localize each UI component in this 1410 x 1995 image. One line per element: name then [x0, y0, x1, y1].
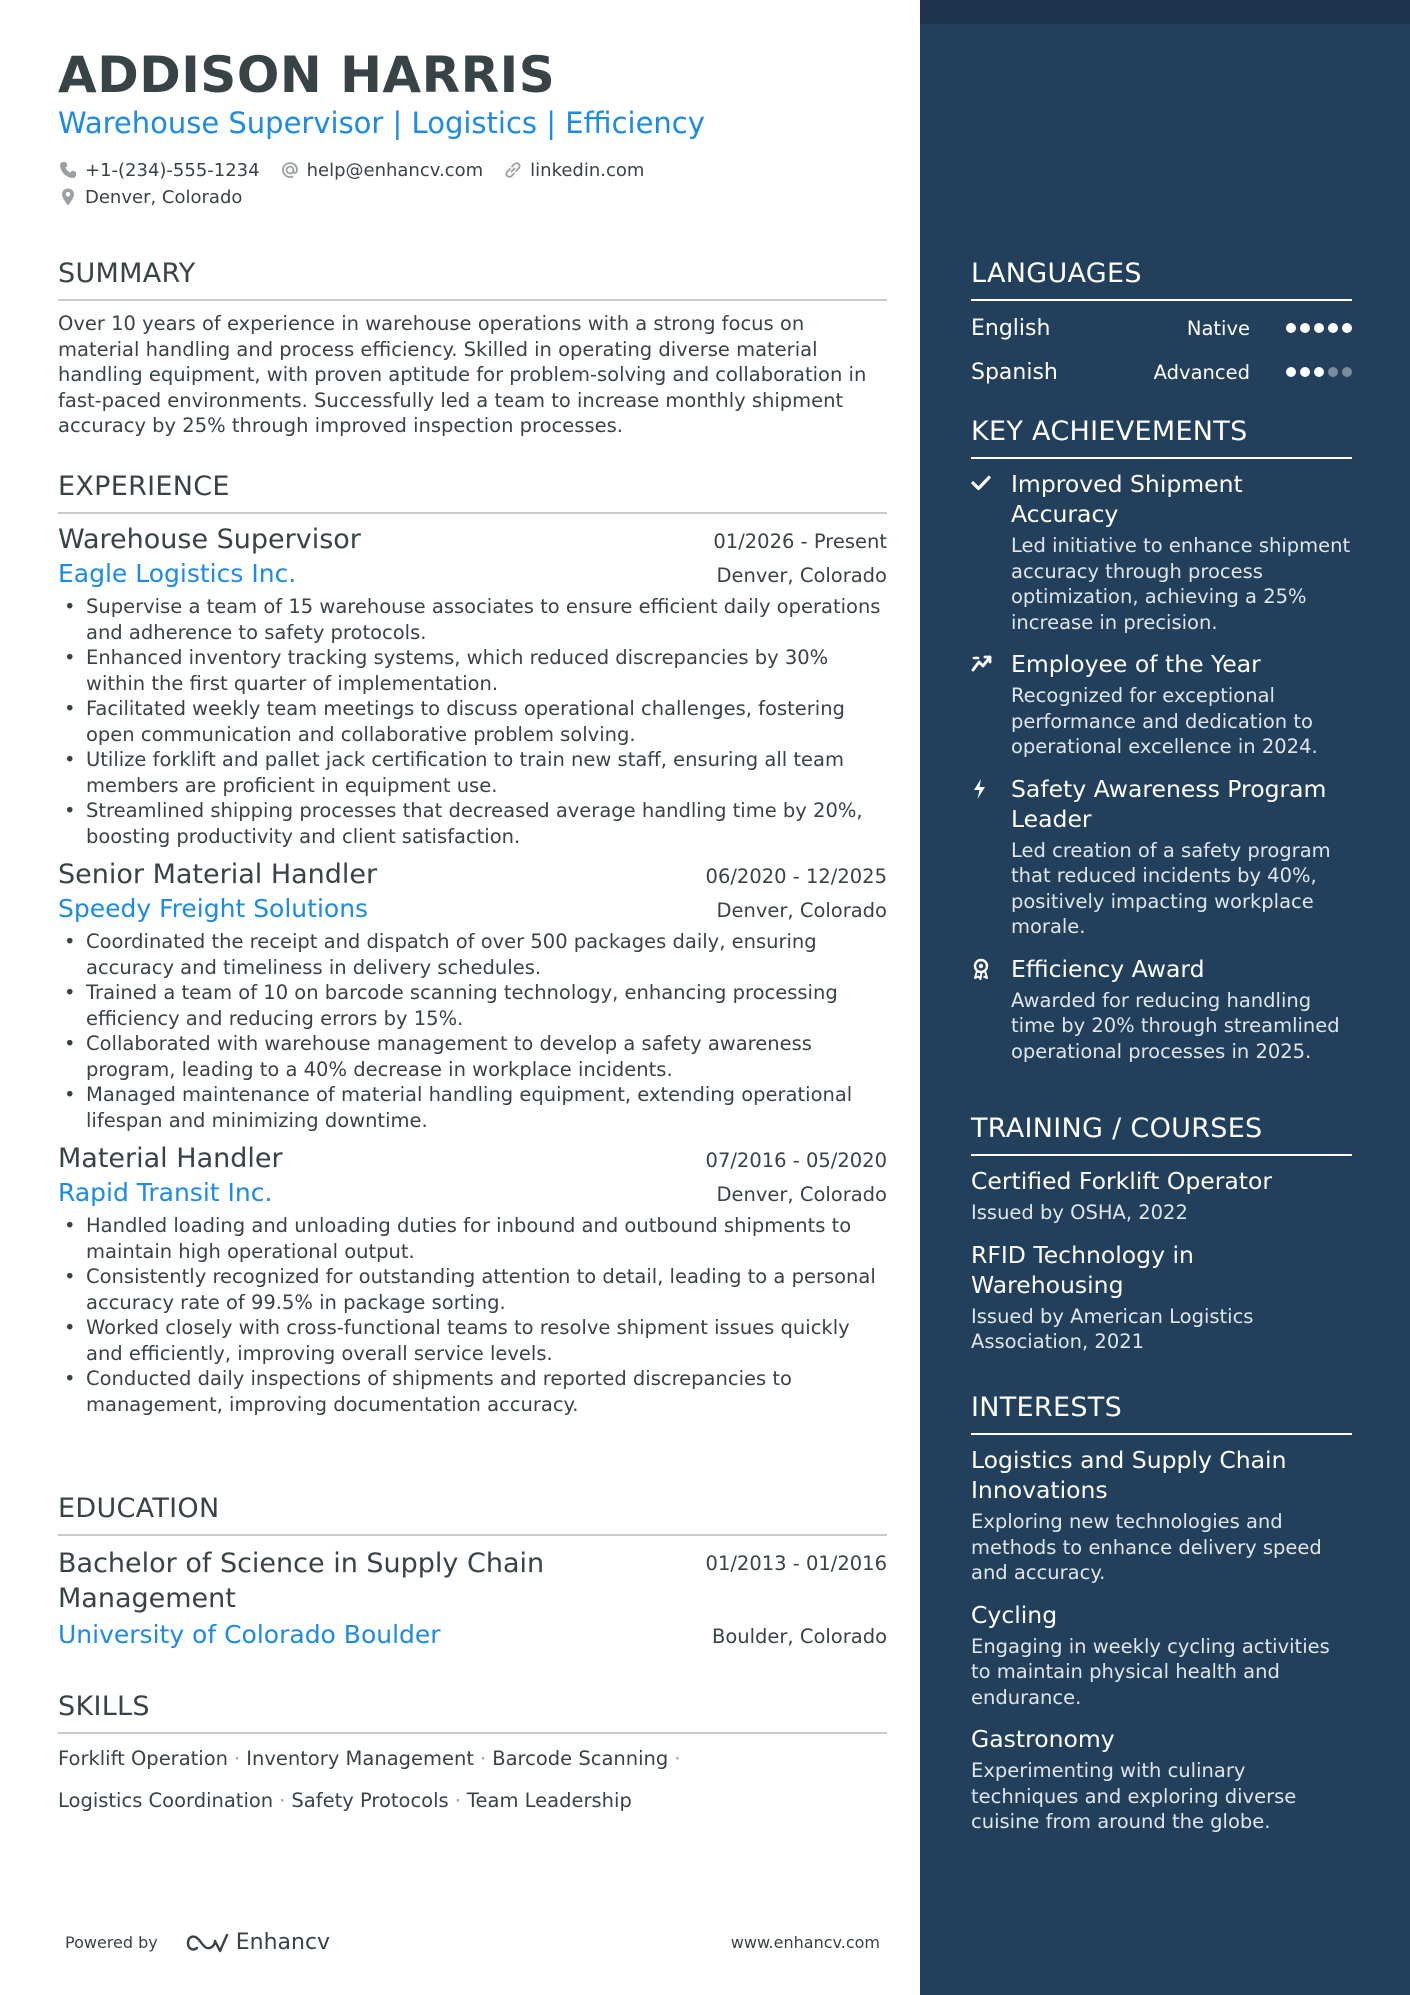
training-title: RFID Technology in Warehousing [971, 1240, 1194, 1299]
achievement-title: Efficiency Award [1011, 954, 1205, 983]
job-bullet: • Enhanced inventory tracking systems, which reduced discrepancies by 30% within the first quarter of implementation. [58, 645, 887, 696]
degree-title: Bachelor of Science in Supply Chain Management [58, 1548, 545, 1614]
location-pin-icon [58, 187, 78, 207]
location-contact [58, 187, 242, 208]
school-name: University of Colorado Boulder [58, 1620, 441, 1649]
achievement-description: Recognized for exceptional performance and dedication to operational excellence in 2024. [1011, 684, 1318, 758]
sidebar-top-bar [920, 0, 1410, 24]
job-entry [58, 1143, 887, 1417]
proficiency-dot [1286, 367, 1296, 377]
skill-separator: · [234, 1747, 241, 1770]
skill-tag: Safety Protocols [291, 1789, 449, 1812]
location-text: Denver, Colorado [85, 186, 243, 208]
job-bullet: • Managed maintenance of material handling equipment, extending operational lifespan and minimizing downtime. [58, 1082, 887, 1133]
summary-title: SUMMARY [58, 258, 887, 301]
skill-tag: Barcode Scanning [492, 1747, 669, 1770]
skill-separator: · [674, 1747, 681, 1770]
achievement-title: Improved Shipment Accuracy [1011, 470, 1243, 528]
job-entry [58, 524, 887, 849]
job-bullets [58, 929, 887, 1133]
skill-separator: · [454, 1789, 461, 1812]
education-dates: 01/2013 - 01/2016 [705, 1552, 887, 1575]
job-entry [58, 859, 887, 1133]
interests-title: INTERESTS [971, 1392, 1352, 1435]
job-title: Senior Material Handler [58, 859, 378, 890]
proficiency-dot [1328, 323, 1338, 333]
language-level: Advanced [1153, 360, 1250, 384]
achievement-item [971, 649, 1352, 760]
growth-arrow-icon [971, 653, 993, 673]
job-bullets [58, 594, 887, 849]
linkedin-text: linkedin.com [530, 159, 645, 181]
proficiency-dot [1342, 323, 1352, 333]
job-title: Material Handler [58, 1143, 283, 1174]
footer-url[interactable]: www.enhancv.com [730, 1933, 880, 1952]
enhancv-brand: Enhancv [235, 1930, 331, 1955]
language-name: Spanish [971, 359, 1058, 385]
training-title: Certified Forklift Operator [971, 1167, 1273, 1195]
achievements-title: KEY ACHIEVEMENTS [971, 416, 1352, 459]
interest-item [971, 1724, 1352, 1835]
candidate-headline: Warehouse Supervisor | Logistics | Efficiency [58, 106, 705, 140]
interest-item [971, 1445, 1352, 1586]
job-bullet: • Supervise a team of 15 warehouse associates to ensure efficient daily operations and adherence to safety protocols. [58, 594, 887, 645]
skill-separator: · [480, 1747, 487, 1770]
training-item [971, 1240, 1352, 1355]
link-icon [503, 160, 523, 180]
achievement-title: Safety Awareness Program Leader [1011, 774, 1327, 833]
interests-section [971, 1392, 1352, 1835]
education-section [58, 1493, 887, 1649]
proficiency-dots [1282, 367, 1352, 377]
job-dates: 01/2026 - Present [713, 530, 887, 553]
job-bullet: • Handled loading and unloading duties for inbound and outbound shipments to maintain high operational output. [58, 1213, 887, 1264]
skill-separator: · [279, 1789, 286, 1812]
job-bullets [58, 1213, 887, 1417]
proficiency-dot [1314, 367, 1324, 377]
education-entry [58, 1546, 887, 1649]
experience-section [58, 471, 887, 1417]
language-level: Native [1186, 316, 1250, 340]
achievement-description: Awarded for reducing handling time by 20% through streamlined operational processes in 2025. [1011, 988, 1340, 1063]
job-location: Denver, Colorado [716, 564, 887, 587]
skill-tag: Team Leadership [466, 1789, 632, 1812]
proficiency-dot-empty [1342, 367, 1352, 377]
skill-tag: Inventory Management [246, 1747, 475, 1770]
proficiency-dot [1300, 323, 1310, 333]
languages-section [971, 258, 1352, 389]
achievement-item [971, 774, 1352, 940]
candidate-name: ADDISON HARRIS [58, 46, 556, 104]
sidebar-column [920, 0, 1410, 1995]
job-bullet: • Coordinated the receipt and dispatch of over 500 packages daily, ensuring accuracy and timeliness in delivery schedules. [58, 929, 887, 980]
job-dates: 07/2016 - 05/2020 [705, 1149, 887, 1172]
interest-title: Gastronomy [971, 1725, 1115, 1753]
interest-item [971, 1600, 1352, 1711]
training-item [971, 1166, 1352, 1226]
job-bullet: • Utilize forklift and pallet jack certification to train new staff, ensuring all team members are proficient in equipment use. [58, 747, 887, 798]
phone-contact[interactable] [58, 160, 260, 181]
school-location: Boulder, Colorado [711, 1625, 887, 1648]
job-title: Warehouse Supervisor [58, 524, 361, 555]
checkmark-icon [971, 473, 991, 493]
email-text: help@enhancv.com [306, 159, 484, 181]
phone-icon [58, 160, 78, 180]
job-bullet: • Collaborated with warehouse management to develop a safety awareness program, leading to a 40% decrease in workplace incidents. [58, 1031, 887, 1082]
job-bullet: • Trained a team of 10 on barcode scanning technology, enhancing processing efficiency and reducing errors by 15%. [58, 980, 887, 1031]
proficiency-dot-empty [1328, 367, 1338, 377]
achievement-item [971, 954, 1352, 1065]
training-issuer: Issued by OSHA, 2022 [971, 1201, 1188, 1224]
skill-tag: Forklift Operation [58, 1747, 229, 1770]
proficiency-dot [1314, 323, 1324, 333]
proficiency-dot [1300, 367, 1310, 377]
achievement-description: Led creation of a safety program that reduced incidents by 40%, positively impacting workplace morale. [1011, 838, 1331, 938]
footer [65, 1930, 880, 1955]
skills-list [58, 1738, 887, 1822]
proficiency-dot [1286, 323, 1296, 333]
job-company: Eagle Logistics Inc. [58, 559, 297, 588]
skills-title: SKILLS [58, 1691, 887, 1734]
powered-by-label: Powered by [65, 1933, 158, 1952]
interest-title: Cycling [971, 1600, 1058, 1629]
phone-text: +1-(234)-555-1234 [85, 159, 260, 181]
job-location: Denver, Colorado [716, 899, 887, 922]
job-bullet: • Conducted daily inspections of shipments and reported discrepancies to management, improving documentation accuracy. [58, 1366, 887, 1417]
interest-description: Exploring new technologies and methods to enhance delivery speed and accuracy. [971, 1510, 1322, 1584]
language-name: English [971, 315, 1051, 341]
education-title: EDUCATION [58, 1493, 887, 1536]
job-bullet: • Worked closely with cross-functional teams to resolve shipment issues quickly and efficiently, improving overall service levels. [58, 1315, 887, 1366]
training-title: TRAINING / COURSES [971, 1113, 1352, 1156]
languages-title: LANGUAGES [971, 258, 1352, 301]
lightning-bolt-icon [971, 778, 989, 800]
summary-section [58, 258, 887, 439]
job-dates: 06/2020 - 12/2025 [705, 865, 887, 888]
job-company: Speedy Freight Solutions [58, 894, 369, 923]
interest-description: Experimenting with culinary techniques and exploring diverse cuisine from around the globe. [971, 1759, 1297, 1833]
job-company: Rapid Transit Inc. [58, 1178, 273, 1207]
achievement-title: Employee of the Year [1011, 650, 1261, 678]
language-item [971, 311, 1352, 345]
training-issuer: Issued by American Logistics Association, 2021 [971, 1304, 1254, 1353]
achievements-section [971, 416, 1352, 1064]
enhancv-logo[interactable] [184, 1930, 330, 1955]
achievement-item [971, 469, 1352, 635]
at-sign-icon [280, 160, 300, 180]
summary-text: Over 10 years of experience in warehouse operations with a strong focus on material handling and process efficiency. Skilled in operating diverse material handling equipment, with proven aptitude for problem-solving and collaboration in fast-paced environments. Successfully led a team to increase monthly shipment accuracy by 25% through improved inspection processes. [58, 312, 867, 437]
experience-title: EXPERIENCE [58, 471, 887, 514]
achievement-description: Led initiative to enhance shipment accuracy through process optimization, achieving a 25% increase in precision. [1011, 534, 1351, 634]
enhancv-logo-icon [184, 1931, 230, 1955]
email-contact[interactable] [280, 160, 484, 181]
interest-description: Engaging in weekly cycling activities to maintain physical health and endurance. [971, 1634, 1330, 1709]
contact-info [58, 158, 664, 212]
skill-tag: Logistics Coordination [58, 1789, 274, 1812]
job-location: Denver, Colorado [716, 1183, 887, 1206]
skills-section [58, 1691, 887, 1822]
training-section [971, 1113, 1352, 1355]
language-item [971, 355, 1352, 389]
interest-title: Logistics and Supply Chain Innovations [971, 1446, 1287, 1504]
proficiency-dots [1282, 323, 1352, 333]
job-bullet: • Streamlined shipping processes that decreased average handling time by 20%, boosting productivity and client satisfaction. [58, 798, 887, 849]
job-bullet: • Consistently recognized for outstanding attention to detail, leading to a personal accuracy rate of 99.5% in package sorting. [58, 1264, 887, 1315]
linkedin-contact[interactable] [503, 160, 644, 181]
job-bullet: • Facilitated weekly team meetings to discuss operational challenges, fostering open communication and collaborative problem solving. [58, 696, 887, 747]
award-ribbon-icon [971, 958, 991, 980]
